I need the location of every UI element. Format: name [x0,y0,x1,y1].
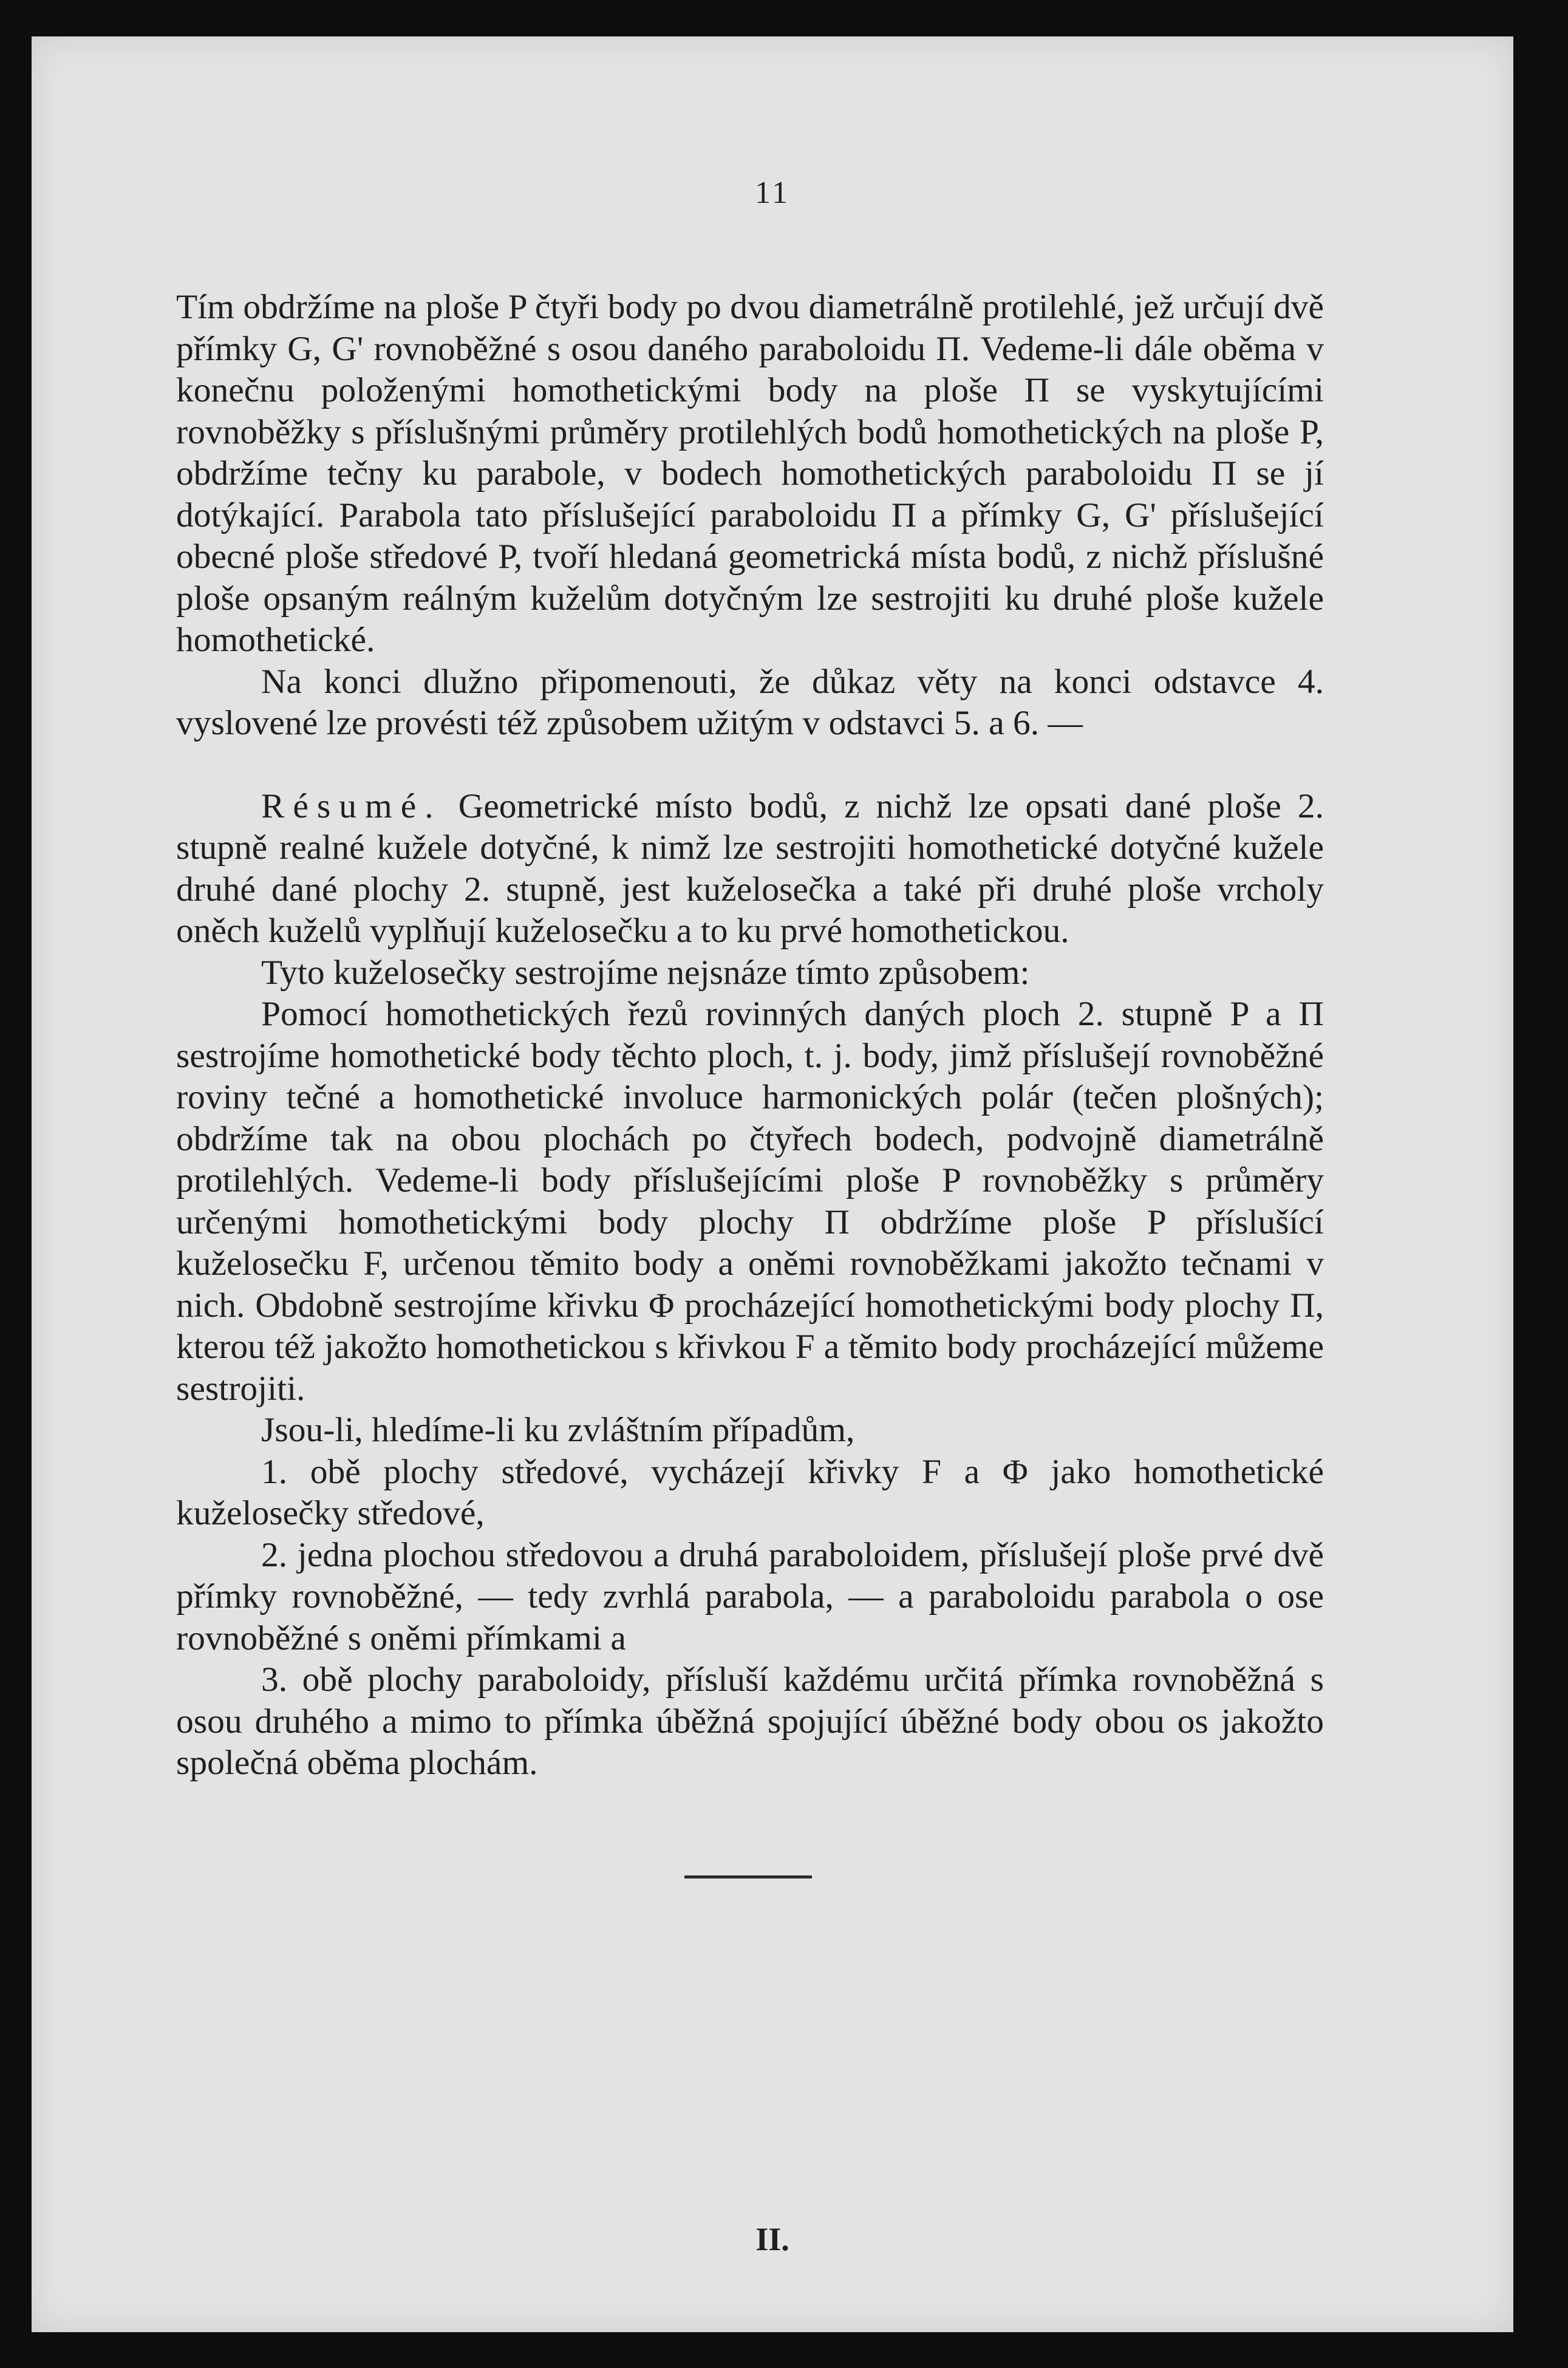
paragraph-1: Tím obdržíme na ploše P čtyři body po dvou diametrálně protilehlé, jež určují dvě přímky G, G' rovnoběžné s osou daného paraboloidu Π. Vedeme-li dále oběma v konečnu položenými homothetickými body na ploše Π se vyskytujícími rovnoběžky s příslušnými průměry protilehlých bodů homothetických na ploše P, obdržíme tečny ku parabole, v bodech homothetických paraboloidu Π se jí dotýkající. Parabola tato příslušející paraboloidu Π a přímky G, G' příslušející obecné ploše středové P, tvoří hledaná geometrická místa bodů, z nichž příslušné ploše opsaným reálným kuželům dotyčným lze sestrojiti ku druhé ploše kužele homothetické. [176,288,1324,659]
section-divider [684,1875,812,1878]
list-item-3: 3. obě plochy paraboloidy, přísluší každému určitá přímka rovnoběžná s osou druhého a mimo to přímka úběžná spojující úběžné body obou os jakožto společná oběma plochám. [176,1660,1324,1782]
paragraph-2: Na konci dlužno připomenouti, že důkaz věty na konci odstavce 4. vyslovené lze provésti též způsobem užitým v odstavci 5. a 6. — [176,662,1324,742]
resume-paragraph: Résumé. Geometrické místo bodů, z nichž lze opsati dané ploše 2. stupně realné kužele dotyčné, k nimž lze sestrojiti homothetické dotyčné kužele druhé dané plochy 2. stupně, jest kuželosečka a také při druhé ploše vrcholy oněch kuželů vyplňují kuželosečku a to ku prvé homothetickou. [176,786,1324,950]
signature-mark: II. [755,2221,789,2257]
paragraph-6: Jsou-li, hledíme-li ku zvláštním případům, [261,1411,855,1449]
resume-label: Résumé. [261,786,442,825]
document-page [32,36,1513,2332]
paragraph-5: Pomocí homothetických řezů rovinných daných ploch 2. stupně P a Π sestrojíme homothetické body těchto ploch, t. j. body, jimž příslušejí rovnoběžné roviny tečné a homothetické involuce harmonických polár (tečen plošných); obdržíme tak na obou plochách po čtyřech bodech, podvojně diametrálně protilehlých. Vedeme-li body příslušejícími ploše P rovnoběžky s průměry určenými homothetickými body plochy Π obdržíme ploše P příslušící kuželosečku F, určenou těmito body a oněmi rovnoběžkami jakožto tečnami v nich. Obdobně sestrojíme křivku Φ procházející homothetickými body plochy Π, kterou též jakožto homothetickou s křivkou F a těmito body procházející můžeme sestrojiti. [176,995,1324,1408]
list-item-1: 1. obě plochy středové, vycházejí křivky F a Φ jako homothetické kuželosečky středové, [176,1452,1324,1532]
paragraph-4: Tyto kuželosečky sestrojíme nejsnáze tímto způsobem: [261,953,1030,992]
paragraph-gap [176,745,1324,786]
page-number: 11 [754,176,791,210]
body-text [176,287,1324,1784]
list-item-2: 2. jedna plochou středovou a druhá paraboloidem, příslušejí ploše prvé dvě přímky rovnoběžné, — tedy zvrhlá parabola, — a paraboloidu parabola o ose rovnoběžné s oněmi přímkami a [176,1535,1324,1657]
